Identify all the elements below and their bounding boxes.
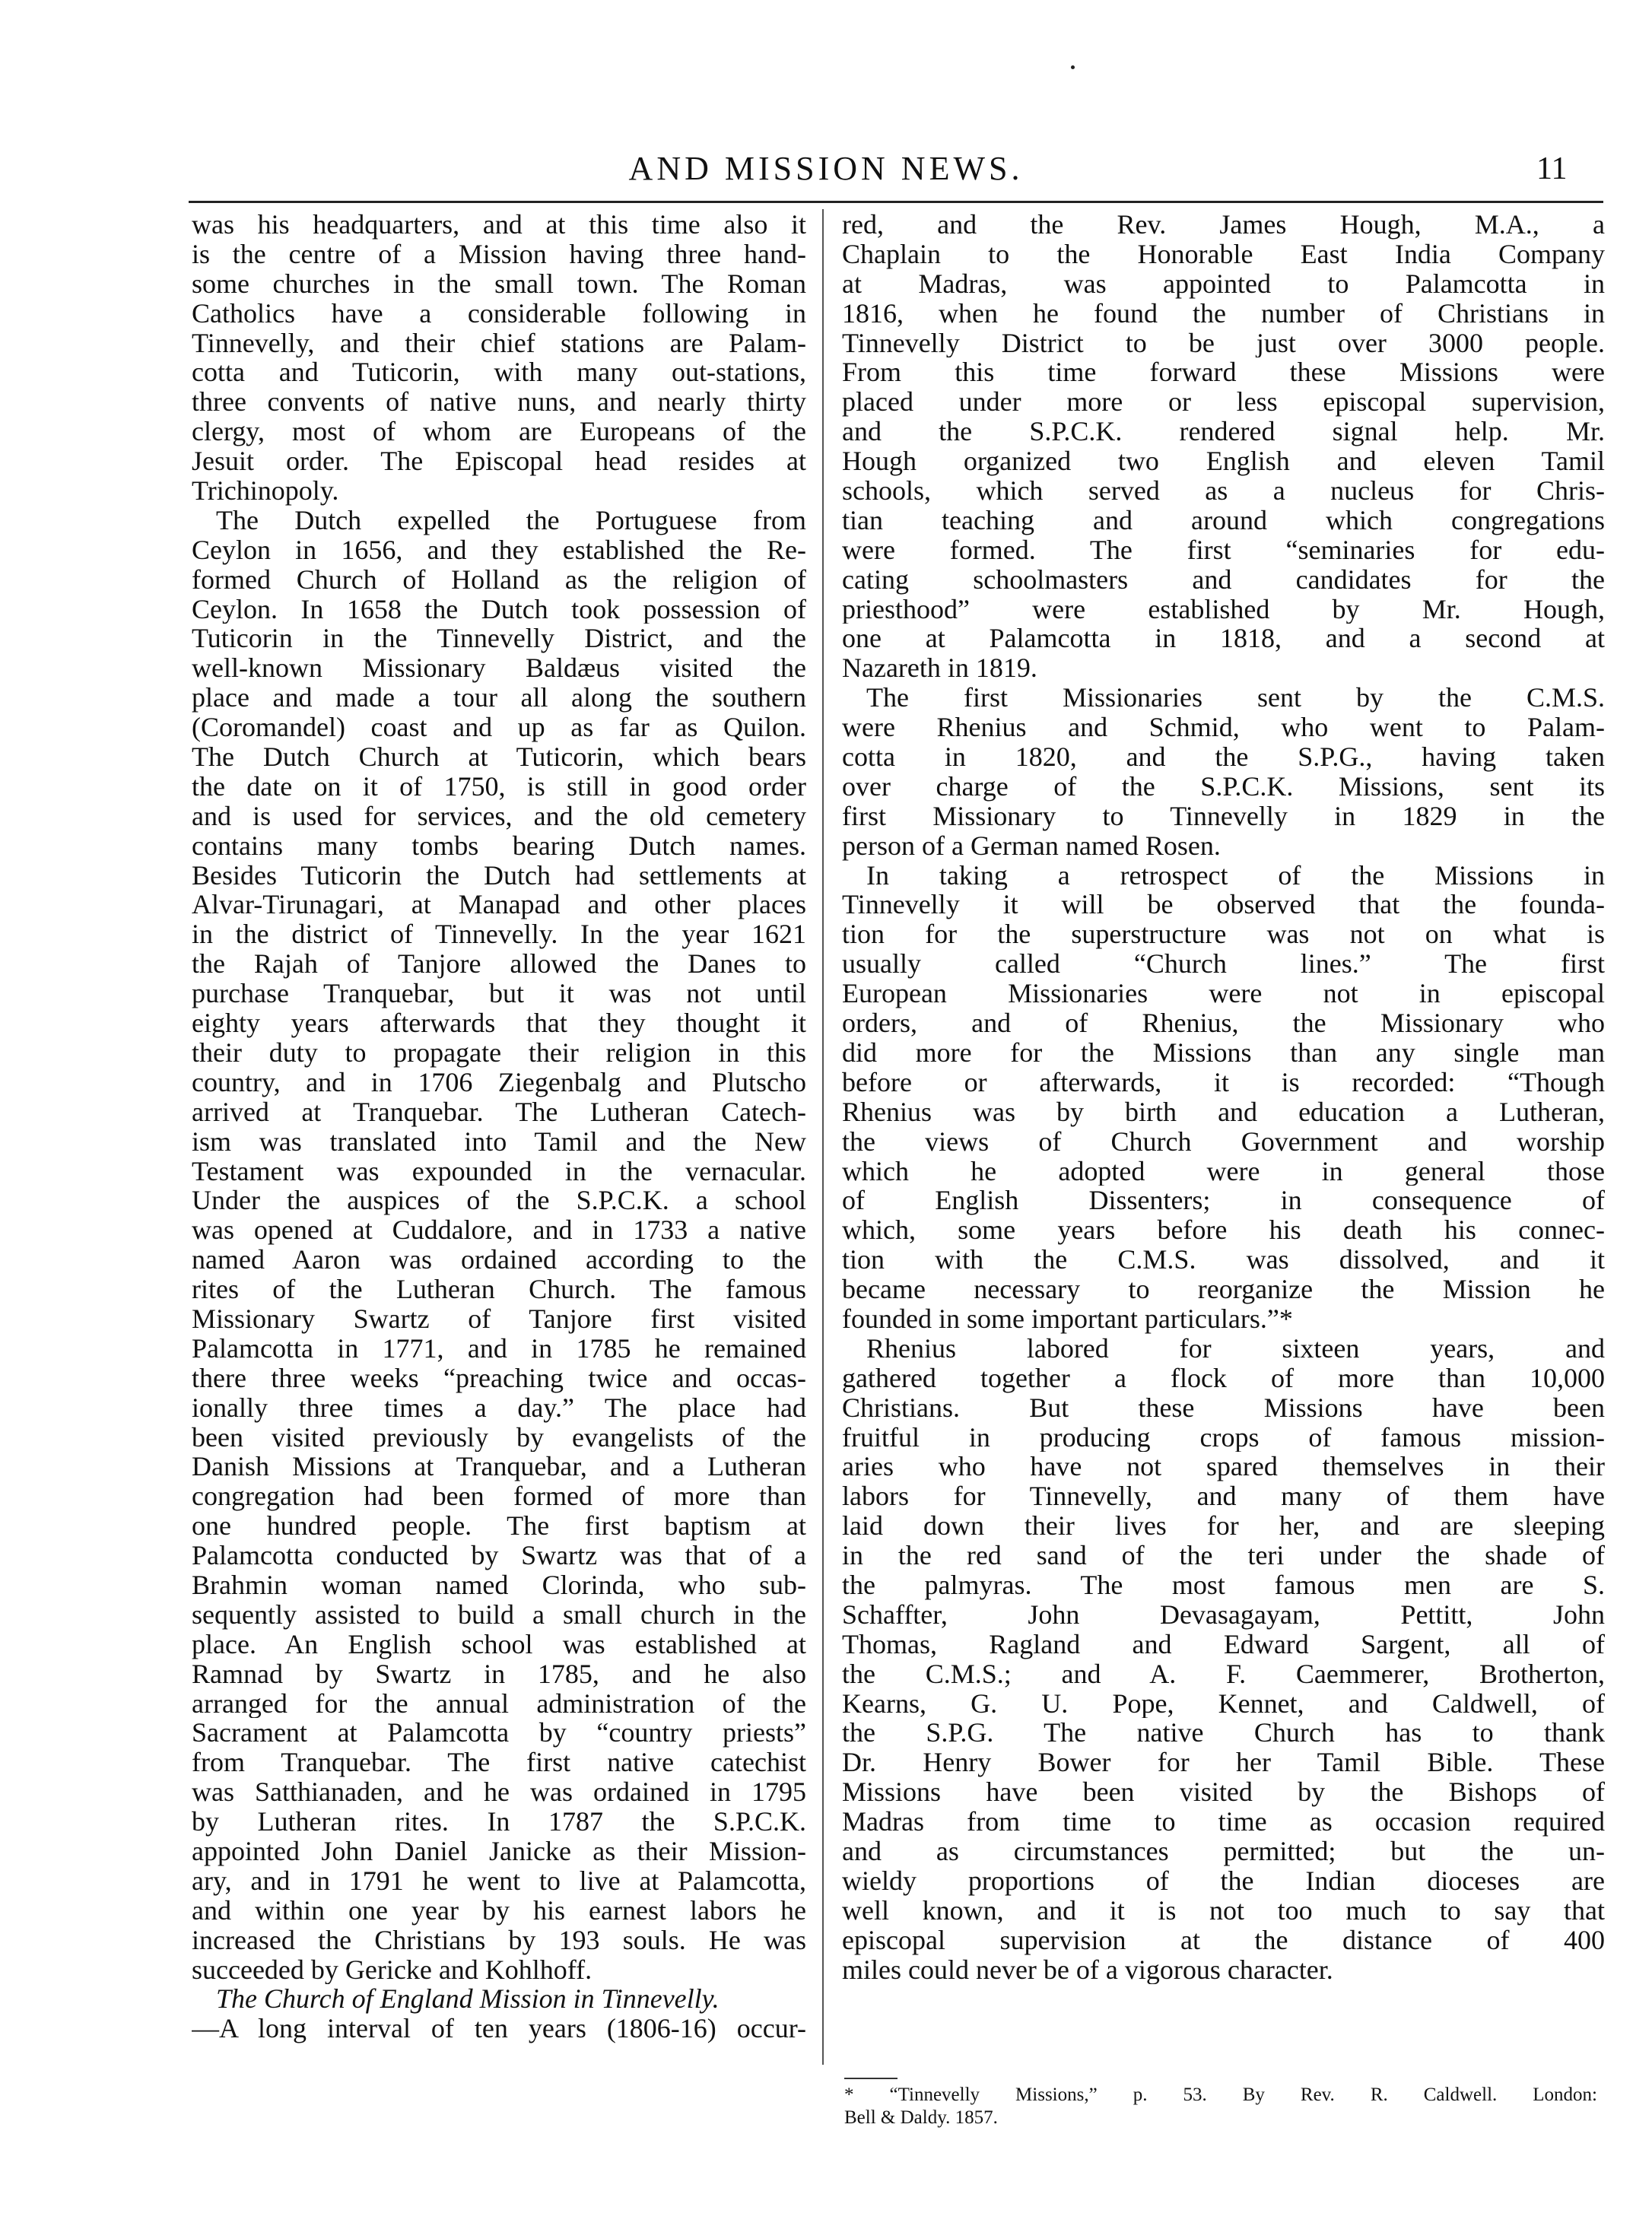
text-line: Under the auspices of the S.P.C.K. a school [192, 1186, 806, 1216]
text-line: sequently assisted to build a small church in the [192, 1599, 806, 1630]
text-line: Tuticorin in the Tinnevelly District, and the [192, 624, 806, 654]
text-line: placed under more or less episcopal supervision, [842, 387, 1605, 418]
text-line: Missions have been visited by the Bishops of [842, 1777, 1605, 1808]
text-line: Nazareth in 1819. [842, 653, 1037, 684]
text-line: ism was translated into Tamil and the New [192, 1126, 806, 1157]
text-line: usually called “Church lines.” The first [842, 949, 1605, 980]
text-line: In taking a retrospect of the Missions in [866, 860, 1605, 891]
text-line: Palamcotta in 1771, and in 1785 he remained [192, 1333, 806, 1364]
text-line: place and made a tour all along the southern [192, 683, 806, 713]
text-line: Ramnad by Swartz in 1785, and he also [192, 1659, 806, 1689]
text-line: Tinnevelly it will be observed that the founda- [842, 890, 1605, 920]
left-column [192, 210, 806, 2043]
text-line: were formed. The first “seminaries for edu- [842, 535, 1605, 565]
text-line: tion for the superstructure was not on what is [842, 919, 1605, 950]
text-line: succeeded by Gericke and Kohlhoff. [192, 1954, 592, 1985]
text-line: The Dutch Church at Tuticorin, which bears [192, 742, 806, 772]
column-divider [822, 209, 824, 2065]
text-line: Rhenius was by birth and education a Lutheran, [842, 1097, 1605, 1127]
right-column [842, 210, 1605, 1984]
text-line: of English Dissenters; in consequence of [842, 1186, 1605, 1216]
text-line: Ceylon. In 1658 the Dutch took possession of [192, 594, 806, 624]
text-line: the Rajah of Tanjore allowed the Danes to [192, 949, 806, 980]
text-line: there three weeks “preaching twice and occas- [192, 1363, 806, 1393]
text-line: person of a German named Rosen. [842, 830, 1221, 861]
text-line: The Dutch expelled the Portuguese from [216, 505, 806, 535]
text-line: From this time forward these Missions were [842, 357, 1605, 388]
text-line: The first Missionaries sent by the C.M.S. [866, 683, 1605, 713]
text-line: contains many tombs bearing Dutch names. [192, 830, 806, 861]
text-line: congregation had been formed of more than [192, 1481, 806, 1512]
text-line: gathered together a flock of more than 10,000 [842, 1363, 1605, 1393]
text-line: eighty years afterwards that they thought it [192, 1008, 806, 1038]
text-line: the C.M.S.; and A. F. Caemmerer, Brotherton, [842, 1659, 1605, 1689]
text-line: rites of the Lutheran Church. The famous [192, 1275, 806, 1304]
text-line: tian teaching and around which congregations [842, 505, 1605, 535]
text-line: was opened at Cuddalore, and in 1733 a native [192, 1215, 806, 1246]
text-line: country, and in 1706 Ziegenbalg and Plutscho [192, 1067, 806, 1097]
text-line: some churches in the small town. The Roman [192, 268, 806, 299]
text-line: Rhenius labored for sixteen years, and [866, 1333, 1605, 1364]
text-line: increased the Christians by 193 souls. He was [192, 1925, 806, 1955]
text-line: the date on it of 1750, is still in good order [192, 771, 806, 802]
text-line: purchase Tranquebar, but it was not until [192, 979, 806, 1009]
text-line: Missionary Swartz of Tanjore first visited [192, 1303, 806, 1334]
text-line: and within one year by his earnest labors he [192, 1895, 806, 1926]
text-line: red, and the Rev. James Hough, M.A., a [842, 210, 1605, 240]
text-line: before or afterwards, it is recorded: “Though [842, 1067, 1605, 1097]
text-line: cating schoolmasters and candidates for the [842, 564, 1605, 595]
text-line: the S.P.G. The native Church has to thank [842, 1718, 1605, 1748]
text-line: aries who have not spared themselves in their [842, 1452, 1605, 1482]
text-line: Schaffter, John Devasagayam, Pettitt, John [842, 1599, 1605, 1630]
header-rule [189, 201, 1603, 203]
text-line: ary, and in 1791 he went to live at Palamcotta, [192, 1865, 806, 1896]
text-line: founded in some important particulars.”* [842, 1303, 1293, 1334]
text-line: (Coromandel) coast and up as far as Quilon. [192, 713, 806, 743]
text-line: Besides Tuticorin the Dutch had settlements at [192, 860, 806, 891]
text-line: The Church of England Mission in Tinnevelly. [216, 1984, 720, 2015]
text-line: by Lutheran rites. In 1787 the S.P.C.K. [192, 1807, 806, 1837]
text-line: European Missionaries were not in episcopal [842, 979, 1605, 1009]
page-number: 11 [1536, 151, 1568, 186]
text-line: Hough organized two English and eleven Tamil [842, 446, 1605, 477]
text-line: was his headquarters, and at this time also it [192, 210, 806, 240]
text-line: well-known Missionary Baldæus visited the [192, 653, 806, 684]
text-line: in the district of Tinnevelly. In the year 1621 [192, 919, 806, 950]
text-line: the palmyras. The most famous men are S. [842, 1570, 1605, 1600]
text-line: Danish Missions at Tranquebar, and a Lutheran [192, 1452, 806, 1482]
text-line: Kearns, G. U. Pope, Kennet, and Caldwell, of [842, 1688, 1605, 1719]
text-line: Catholics have a considerable following in [192, 298, 806, 329]
text-line: arrived at Tranquebar. The Lutheran Catech- [192, 1097, 806, 1127]
text-line: named Aaron was ordained according to the [192, 1245, 806, 1275]
text-line: Chaplain to the Honorable East India Company [842, 239, 1605, 269]
text-line: did more for the Missions than any single man [842, 1037, 1605, 1068]
text-line: was Satthianaden, and he was ordained in 1795 [192, 1777, 806, 1808]
text-line: from Tranquebar. The first native catechist [192, 1748, 806, 1778]
text-line: laid down their lives for her, and are sleeping [842, 1511, 1605, 1542]
text-line: their duty to propagate their religion in this [192, 1037, 806, 1068]
text-line: Jesuit order. The Episcopal head resides at [192, 446, 806, 477]
ink-speck [1071, 65, 1075, 69]
text-line: place. An English school was established at [192, 1629, 806, 1659]
text-line: at Madras, was appointed to Palamcotta in [842, 268, 1605, 299]
text-line: fruitful in producing crops of famous mission- [842, 1422, 1605, 1453]
text-line: and is used for services, and the old cemetery [192, 801, 806, 831]
text-line: Christians. But these Missions have been [842, 1392, 1605, 1423]
text-line: is the centre of a Mission having three hand- [192, 239, 806, 269]
text-line: became necessary to reorganize the Mission he [842, 1275, 1605, 1304]
text-line: priesthood” were established by Mr. Hough, [842, 594, 1605, 624]
text-line: first Missionary to Tinnevelly in 1829 in the [842, 801, 1605, 831]
text-line: episcopal supervision at the distance of 400 [842, 1925, 1605, 1955]
text-line: Sacrament at Palamcotta by “country priests” [192, 1718, 806, 1748]
text-line: * “Tinnevelly Missions,” p. 53. By Rev. R. Caldwell. London: [844, 2085, 1597, 2105]
text-line: Tinnevelly, and their chief stations are Palam- [192, 328, 806, 358]
text-line: Bell & Daldy. 1857. [844, 2107, 998, 2128]
text-line: which he adopted were in general those [842, 1156, 1605, 1186]
text-line: cotta and Tuticorin, with many out-stations, [192, 357, 806, 388]
text-line: one at Palamcotta in 1818, and a second at [842, 624, 1605, 654]
text-line: formed Church of Holland as the religion of [192, 564, 806, 595]
text-line: miles could never be of a vigorous character. [842, 1954, 1333, 1985]
text-line: Alvar-Tirunagari, at Manapad and other places [192, 890, 806, 920]
text-line: arranged for the annual administration of the [192, 1688, 806, 1719]
text-line: and the S.P.C.K. rendered signal help. Mr. [842, 417, 1605, 447]
text-line: clergy, most of whom are Europeans of the [192, 417, 806, 447]
text-line: 1816, when he found the number of Christians in [842, 298, 1605, 329]
text-line: and as circumstances permitted; but the un- [842, 1836, 1605, 1866]
footnote-rule [844, 2078, 897, 2079]
text-line: been visited previously by evangelists of the [192, 1422, 806, 1453]
text-line: Dr. Henry Bower for her Tamil Bible. These [842, 1748, 1605, 1778]
text-line: one hundred people. The first baptism at [192, 1511, 806, 1542]
text-line: ionally three times a day.” The place had [192, 1392, 806, 1423]
footnote [844, 2084, 1597, 2129]
text-line: schools, which served as a nucleus for Chris- [842, 476, 1605, 506]
text-line: three convents of native nuns, and nearly thirty [192, 387, 806, 418]
text-line: tion with the C.M.S. was dissolved, and it [842, 1245, 1605, 1275]
text-line: the views of Church Government and worship [842, 1126, 1605, 1157]
text-line: Trichinopoly. [192, 476, 339, 506]
text-line: orders, and of Rhenius, the Missionary who [842, 1008, 1605, 1038]
text-line: Palamcotta conducted by Swartz was that of a [192, 1541, 806, 1570]
text-line: in the red sand of the teri under the shade of [842, 1541, 1605, 1570]
text-line: well known, and it is not too much to say that [842, 1895, 1605, 1926]
running-header: AND MISSION NEWS. [628, 150, 1024, 187]
text-line: Testament was expounded in the vernacular. [192, 1156, 806, 1186]
text-line: Tinnevelly District to be just over 3000 people. [842, 328, 1605, 358]
text-line: wieldy proportions of the Indian dioceses are [842, 1865, 1605, 1896]
text-line: Thomas, Ragland and Edward Sargent, all of [842, 1629, 1605, 1659]
text-line: Brahmin woman named Clorinda, who sub- [192, 1570, 806, 1600]
text-line: labors for Tinnevelly, and many of them have [842, 1481, 1605, 1512]
text-line: which, some years before his death his connec- [842, 1215, 1605, 1246]
text-line: were Rhenius and Schmid, who went to Palam- [842, 713, 1605, 743]
text-line: over charge of the S.P.C.K. Missions, sent its [842, 771, 1605, 802]
text-line: cotta in 1820, and the S.P.G., having taken [842, 742, 1605, 772]
text-line: Madras from time to time as occasion required [842, 1807, 1605, 1837]
text-line: appointed John Daniel Janicke as their Mission- [192, 1836, 806, 1866]
text-line: —A long interval of ten years (1806-16) occur- [192, 2014, 806, 2044]
text-line: Ceylon in 1656, and they established the Re- [192, 535, 806, 565]
